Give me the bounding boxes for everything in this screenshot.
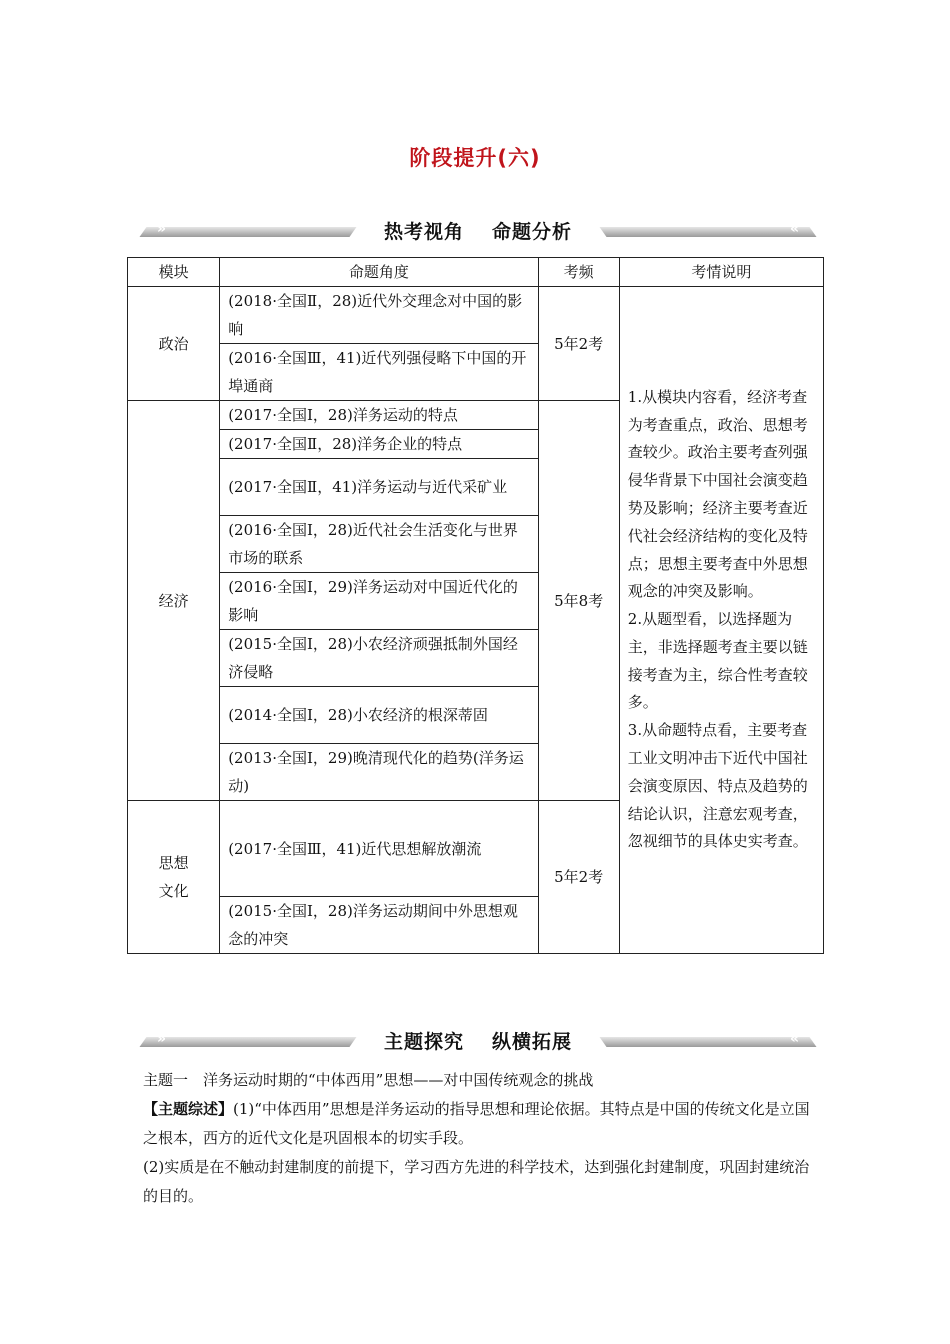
note-paragraph: 3.从命题特点看，主要考查工业文明冲击下近代中国社会演变原因、特点及趋势的结论认识，注意宏观考查，忽视细节的具体史实考查。 — [627, 721, 808, 851]
module-cell — [128, 801, 220, 954]
frequency-cell: 5年2考 — [538, 287, 619, 401]
module-cell: 政治 — [128, 287, 220, 401]
angle-cell: (2017·全国Ⅲ，41)近代思想解放潮流 — [220, 801, 538, 897]
section-banner-analysis — [143, 215, 813, 249]
table-row — [128, 287, 824, 344]
double-chevron-right-icon: » — [157, 1031, 167, 1047]
header-notes: 考情说明 — [619, 258, 823, 287]
module-line: 思想 — [158, 854, 189, 872]
banner-label-left: 主题探究 — [383, 1031, 464, 1053]
frequency-cell: 5年2考 — [538, 801, 619, 954]
module-cell: 经济 — [128, 401, 220, 801]
page-title: 阶段提升(六) — [409, 146, 541, 170]
angle-cell: (2018·全国Ⅱ，28)近代外交理念对中国的影响 — [220, 287, 538, 344]
angle-cell: (2015·全国Ⅰ，28)小农经济顽强抵制外国经济侵略 — [220, 630, 538, 687]
notes-cell — [619, 287, 823, 954]
angle-cell: (2016·全国Ⅲ，41)近代列强侵略下中国的开埠通商 — [220, 344, 538, 401]
banner-label-left: 热考视角 — [383, 221, 464, 243]
double-chevron-right-icon: » — [157, 221, 167, 237]
angle-cell: (2015·全国Ⅰ，28)洋务运动期间中外思想观念的冲突 — [220, 897, 538, 954]
note-paragraph: 1.从模块内容看，经济考查为考查重点，政治、思想考查较少。政治主要考查列强侵华背景下中国社会演变趋势及影响；经济主要考查近代社会经济结构的变化及特点；思想主要考查中外思想观念的冲突及影响。 — [627, 387, 808, 601]
double-chevron-left-icon: « — [789, 221, 799, 237]
double-chevron-left-icon: « — [789, 1031, 799, 1047]
banner-label — [143, 215, 813, 249]
table-header-row — [128, 258, 824, 287]
angle-cell: (2013·全国Ⅰ，29)晚清现代化的趋势(洋务运动) — [220, 744, 538, 801]
header-angle: 命题角度 — [220, 258, 538, 287]
summary-label: 【主题综述】 — [143, 1100, 234, 1118]
summary-text: (1)“中体西用”思想是洋务运动的指导思想和理论依据。其特点是中国的传统文化是立国之根本，西方的近代文化是巩固根本的切实手段。 — [143, 1100, 810, 1147]
banner-label-right: 纵横拓展 — [492, 1031, 573, 1053]
angle-cell: (2017·全国Ⅰ，28)洋务运动的特点 — [220, 401, 538, 430]
module-line: 文化 — [158, 882, 189, 900]
theme-section — [143, 1066, 811, 1211]
header-frequency: 考频 — [538, 258, 619, 287]
angle-cell: (2016·全国Ⅰ，28)近代社会生活变化与世界市场的联系 — [220, 516, 538, 573]
theme-paragraph: (2)实质是在不触动封建制度的前提下，学习西方先进的科学技术，达到强化封建制度，巩固封建统治的目的。 — [143, 1158, 810, 1205]
banner-label — [143, 1025, 813, 1059]
header-module: 模块 — [128, 258, 220, 287]
exam-analysis-table — [127, 257, 824, 954]
theme-heading: 主题一 洋务运动时期的“中体西用”思想——对中国传统观念的挑战 — [143, 1071, 594, 1089]
note-paragraph: 2.从题型看，以选择题为主，非选择题考查主要以链接考查为主，综合性考查较多。 — [627, 610, 808, 712]
angle-cell: (2016·全国Ⅰ，29)洋务运动对中国近代化的影响 — [220, 573, 538, 630]
frequency-cell: 5年8考 — [538, 401, 619, 801]
theme-paragraph — [143, 1095, 811, 1153]
banner-label-right: 命题分析 — [492, 221, 573, 243]
angle-cell: (2014·全国Ⅰ，28)小农经济的根深蒂固 — [220, 687, 538, 744]
section-banner-theme — [143, 1025, 813, 1059]
angle-cell: (2017·全国Ⅱ，28)洋务企业的特点 — [220, 430, 538, 459]
angle-cell: (2017·全国Ⅱ，41)洋务运动与近代采矿业 — [220, 459, 538, 516]
